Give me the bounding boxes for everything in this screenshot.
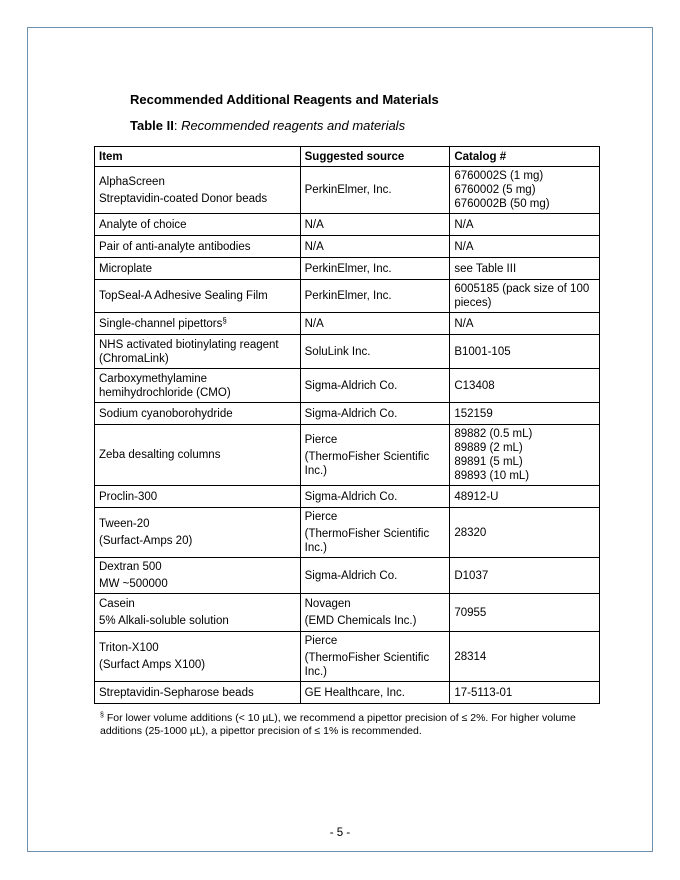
cell-source-line: Sigma-Aldrich Co. (304, 569, 398, 582)
cell-item-line: TopSeal-A Adhesive Sealing Film (99, 290, 268, 302)
cell-item (95, 403, 301, 425)
footnote (100, 712, 600, 738)
cell-item-line: Carboxymethylamine hemihydrochloride (CMO) (99, 372, 231, 399)
table-row (95, 594, 600, 632)
cell-source-line: (EMD Chemicals Inc.) (304, 615, 417, 627)
table-caption-separator: : (173, 118, 182, 133)
cell-item (95, 167, 301, 214)
cell-item-line: NHS activated biotinylating reagent (ChromaLink) (99, 338, 279, 365)
cell-catalog (450, 425, 600, 486)
cell-catalog (450, 214, 600, 236)
cell-source-line: Novagen (304, 598, 351, 610)
cell-catalog (450, 313, 600, 335)
cell-item (95, 280, 301, 313)
cell-source-line: SoluLink Inc. (304, 345, 371, 358)
cell-source-line: Sigma-Aldrich Co. (304, 490, 398, 503)
reagents-table (94, 146, 600, 704)
cell-source (300, 313, 450, 335)
table-row (95, 258, 600, 280)
cell-catalog (450, 508, 600, 558)
cell-item-line: Zeba desalting columns (99, 449, 221, 461)
table-caption-label: Table II (130, 118, 174, 133)
cell-catalog-line: 28314 (454, 650, 487, 663)
cell-catalog (450, 558, 600, 594)
cell-catalog-line: 6005185 (pack size of 100 pieces) (454, 283, 590, 309)
cell-source (300, 632, 450, 682)
cell-catalog-line: 89893 (10 mL) (454, 470, 530, 482)
cell-item-line: Triton-X100 (99, 642, 159, 654)
table-caption-text: Recommended reagents and materials (181, 118, 406, 133)
cell-item (95, 258, 301, 280)
cell-catalog-line: B1001-105 (454, 345, 511, 358)
cell-source-line: GE Healthcare, Inc. (304, 686, 405, 699)
header-catalog: Catalog # (450, 147, 600, 167)
cell-item (95, 335, 301, 369)
table-row (95, 632, 600, 682)
cell-item (95, 214, 301, 236)
cell-catalog (450, 594, 600, 632)
cell-catalog-line: 152159 (454, 407, 493, 420)
cell-source-line: N/A (304, 218, 324, 231)
cell-source-line: PerkinElmer, Inc. (304, 184, 392, 196)
cell-catalog-line: C13408 (454, 379, 495, 392)
cell-source-line: Sigma-Aldrich Co. (304, 379, 398, 392)
cell-source (300, 236, 450, 258)
cell-item-line: (Surfact Amps X100) (99, 659, 206, 671)
cell-item-line: Tween-20 (99, 518, 150, 530)
cell-catalog-line: N/A (454, 240, 474, 253)
cell-source (300, 508, 450, 558)
cell-item (95, 369, 301, 403)
table-row (95, 508, 600, 558)
cell-source (300, 167, 450, 214)
cell-item (95, 508, 301, 558)
cell-item-line: Microplate (99, 262, 153, 275)
cell-item-line: 5% Alkali-soluble solution (99, 615, 229, 627)
cell-catalog-line: see Table III (454, 262, 517, 275)
cell-item-line: Analyte of choice (99, 218, 187, 231)
header-item: Item (95, 147, 301, 167)
table-row (95, 486, 600, 508)
cell-item-line: (Surfact-Amps 20) (99, 535, 193, 547)
footnote-reference: § (222, 315, 227, 325)
table-row (95, 403, 600, 425)
cell-source (300, 369, 450, 403)
table-row (95, 682, 600, 704)
cell-source-line: Sigma-Aldrich Co. (304, 407, 398, 420)
cell-item-line: MW ~500000 (99, 578, 168, 590)
cell-catalog-line: 89891 (5 mL) (454, 456, 523, 468)
cell-catalog (450, 335, 600, 369)
cell-catalog-line: N/A (454, 218, 474, 231)
cell-catalog-line: 89889 (2 mL) (454, 442, 523, 454)
section-heading: Recommended Additional Reagents and Materials (130, 92, 439, 107)
cell-item (95, 425, 301, 486)
cell-source (300, 425, 450, 486)
cell-catalog-line: 48912-U (454, 490, 499, 503)
cell-item-line: Sodium cyanoborohydride (99, 407, 233, 420)
cell-source-line: (ThermoFisher Scientific Inc.) (304, 528, 430, 554)
cell-source-line: (ThermoFisher Scientific Inc.) (304, 450, 430, 477)
header-suggested-source: Suggested source (300, 147, 450, 167)
cell-source (300, 558, 450, 594)
cell-source (300, 682, 450, 704)
cell-catalog (450, 167, 600, 214)
cell-source (300, 258, 450, 280)
cell-item-line: Single-channel pipettors (99, 317, 223, 330)
cell-catalog-line: 28320 (454, 526, 487, 539)
footnote-mark: § (100, 712, 104, 719)
cell-catalog-line: D1037 (454, 569, 489, 582)
table-row (95, 369, 600, 403)
cell-item (95, 236, 301, 258)
cell-catalog (450, 369, 600, 403)
cell-item (95, 558, 301, 594)
cell-source (300, 214, 450, 236)
cell-catalog (450, 258, 600, 280)
table-row (95, 558, 600, 594)
cell-source (300, 594, 450, 632)
cell-item-line: Streptavidin-Sepharose beads (99, 686, 254, 699)
cell-catalog-line: 6760002B (50 mg) (454, 198, 550, 210)
cell-source-line: PerkinElmer, Inc. (304, 262, 392, 275)
cell-source-line: Pierce (304, 635, 338, 647)
cell-item-line: Pair of anti-analyte antibodies (99, 240, 251, 253)
page-number: - 5 - (329, 827, 351, 839)
cell-catalog (450, 486, 600, 508)
cell-catalog-line: 6760002S (1 mg) (454, 170, 544, 182)
cell-item (95, 682, 301, 704)
cell-item (95, 632, 301, 682)
cell-catalog (450, 403, 600, 425)
cell-item-line: Streptavidin-coated Donor beads (99, 192, 268, 205)
cell-item-line: AlphaScreen (99, 175, 165, 188)
table-row (95, 214, 600, 236)
cell-item (95, 594, 301, 632)
cell-source-line: Pierce (304, 433, 338, 446)
cell-catalog-line: N/A (454, 317, 474, 330)
table-row (95, 313, 600, 335)
cell-catalog (450, 280, 600, 313)
table-row (95, 167, 600, 214)
cell-catalog-line: 70955 (454, 606, 487, 619)
cell-source (300, 486, 450, 508)
cell-item (95, 486, 301, 508)
table-row (95, 280, 600, 313)
cell-source-line: N/A (304, 317, 324, 330)
table-body (95, 167, 600, 704)
footnote-text: For lower volume additions (< 10 µL), we recommend a pipettor precision of ≤ 2%. For higher volume additions (25-1000 µL), a pipettor precision of ≤ 1% is recommended. (100, 712, 576, 737)
cell-item (95, 313, 301, 335)
table-row (95, 425, 600, 486)
cell-catalog-line: 89882 (0.5 mL) (454, 428, 533, 440)
cell-source-line: PerkinElmer, Inc. (304, 290, 392, 302)
cell-item-line: Proclin-300 (99, 490, 158, 503)
table-row (95, 335, 600, 369)
table-caption (130, 118, 405, 133)
cell-catalog-line: 6760002 (5 mg) (454, 184, 536, 196)
cell-source (300, 280, 450, 313)
cell-source-line: (ThermoFisher Scientific Inc.) (304, 652, 430, 678)
cell-source (300, 335, 450, 369)
cell-catalog (450, 682, 600, 704)
cell-catalog (450, 236, 600, 258)
table-row (95, 236, 600, 258)
cell-item-line: Casein (99, 598, 135, 610)
cell-source-line: N/A (304, 240, 324, 253)
cell-item-line: Dextran 500 (99, 561, 162, 573)
cell-source-line: Pierce (304, 511, 338, 523)
cell-catalog (450, 632, 600, 682)
table-header-row (95, 147, 600, 167)
cell-source (300, 403, 450, 425)
cell-catalog-line: 17-5113-01 (454, 686, 513, 699)
